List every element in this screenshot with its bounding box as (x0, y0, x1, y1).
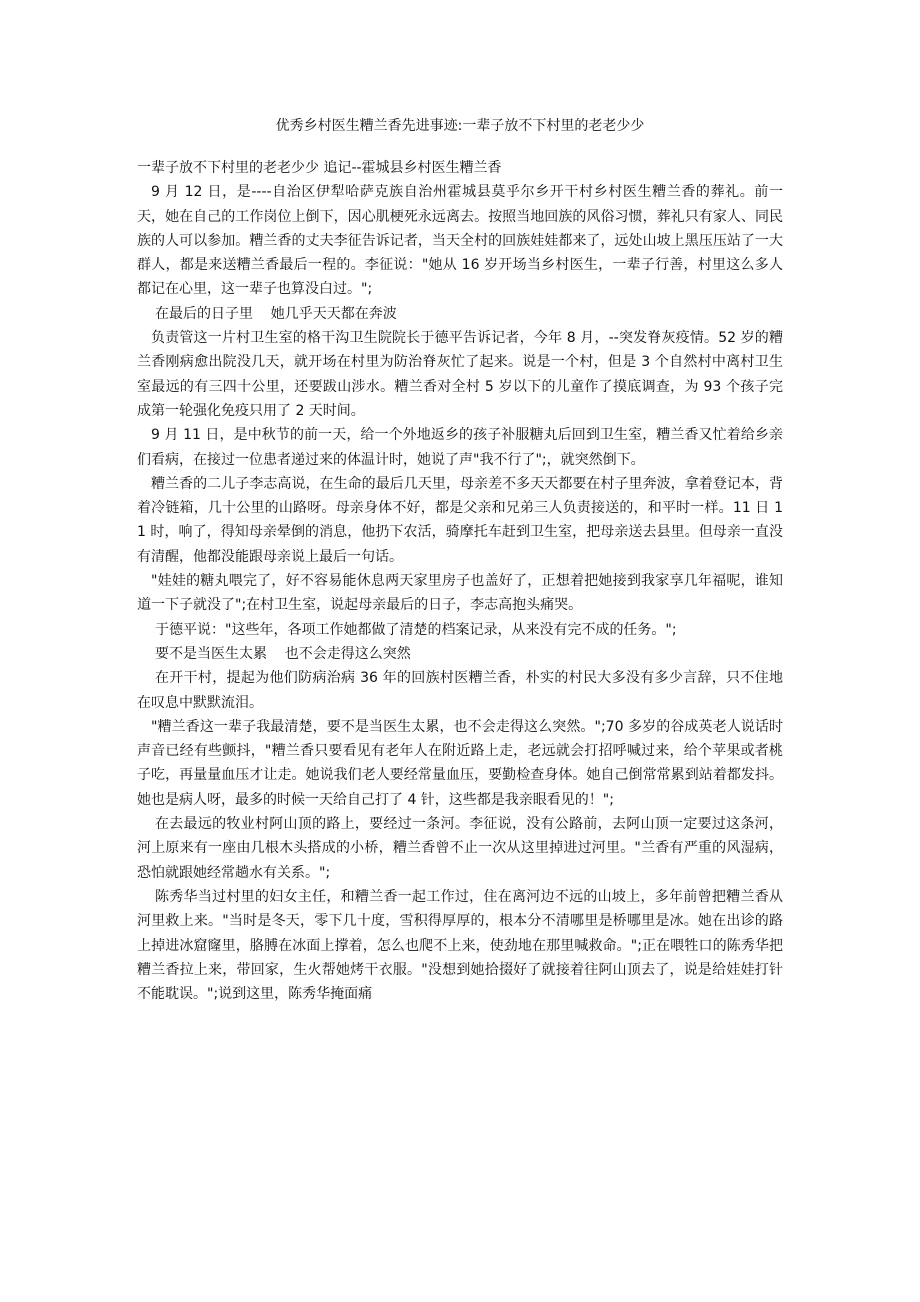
paragraph: 糟兰香的二儿子李志高说，在生命的最后几天里，母亲差不多天天都要在村子里奔波，拿着登记本，背着冷链箱，几十公里的山路呀。母亲身体不好，都是父亲和兄弟三人负责接送的，和平时一样。11 日 11 时，响了，得知母亲晕倒的消息，他扔下农活，骑摩托车赶到卫生室，把母亲送去县里。但母亲一直没有清醒，他都没能跟母亲说上最后一句话。 (137, 475, 783, 565)
paragraph: 陈秀华当过村里的妇女主任，和糟兰香一起工作过，住在离河边不远的山坡上，多年前曾把糟兰香从河里救上来。"当时是冬天，零下几十度，雪积得厚厚的，根本分不清哪里是桥哪里是冰。她在出诊的路上掉进冰窟窿里，胳膊在冰面上撑着，怎么也爬不上来，使劲地在那里喊救命。";正在喂牲口的陈秀华把糟兰香拉上来，带回家，生火帮她烤干衣服。"没想到她拾掇好了就接着往阿山顶去了，说是给娃娃打针不能耽误。";说到这里，陈秀华掩面痛 (137, 888, 783, 1003)
document-title: 优秀乡村医生糟兰香先进事迹:一辈子放不下村里的老老少少 (275, 118, 645, 134)
document-body (137, 156, 783, 1006)
paragraph: "糟兰香这一辈子我最清楚，要不是当医生太累，也不会走得这么突然。";70 多岁的谷成英老人说话时声音已经有些颤抖，"糟兰香只要看见有老年人在附近路上走，老远就会打招呼喊过来，给个苹果或者桃子吃，再量量血压才让走。她说我们老人要经常量血压，要勤检查身体。她自己倒常常累到站着都发抖。她也是病人呀，最多的时候一天给自己打了 4 针，这些都是我亲眼看见的！"; (137, 718, 783, 808)
paragraph: 负责管这一片村卫生室的格干沟卫生院院长于德平告诉记者，今年 8 月，--突发脊灰疫情。52 岁的糟兰香刚病愈出院没几天，就开场在村里为防治脊灰忙了起来。说是一个村，但是 3 个自然村中离村卫生室最远的有三四十公里，还要跋山涉水。糟兰香对全村 5 岁以下的儿童作了摸底调查，为 93 个孩子完成第一轮强化免疫只用了 2 天时间。 (137, 330, 783, 419)
paragraph: 一辈子放不下村里的老老少少 追记--霍城县乡村医生糟兰香 (137, 160, 502, 176)
section-heading: 在最后的日子里 她几乎天天都在奔波 (155, 305, 397, 322)
section-heading: 要不是当医生太累 也不会走得这么突然 (155, 645, 411, 662)
section-heading: 于德平说："这些年，各项工作她都做了清楚的档案记录，从来没有完不成的任务。"; (155, 621, 677, 638)
paragraph: 在去最远的牧业村阿山顶的路上，要经过一条河。李征说，没有公路前，去阿山顶一定要过这条河，河上原来有一座由几根木头搭成的小桥，糟兰香曾不止一次从这里掉进过河里。"兰香有严重的风湿病，恐怕就跟她经常趟水有关系。"; (137, 816, 783, 881)
paragraph: 在开干村，提起为他们防病治病 36 年的回族村医糟兰香，朴实的村民大多没有多少言辞，只不住地在叹息中默默流泪。 (137, 670, 783, 711)
paragraph: 9 月 12 日，是----自治区伊犁哈萨克族自治州霍城县莫乎尔乡开干村乡村医生糟兰香的葬礼。前一天，她在自己的工作岗位上倒下，因心肌梗死永远离去。按照当地回族的风俗习惯，葬礼只有家人、同民族的人可以参加。糟兰香的丈夫李征告诉记者，当天全村的回族娃娃都来了，远处山坡上黑压压站了一大群人，都是来送糟兰香最后一程的。李征说："她从 16 岁开场当乡村医生，一辈子行善，村里这么多人都记在心里，这一辈子也算没白过。"; (137, 184, 783, 298)
paragraph: 9 月 11 日，是中秋节的前一天，给一个外地返乡的孩子补服糖丸后回到卫生室，糟兰香又忙着给乡亲们看病，在接过一位患者递过来的体温计时，她说了声"我不行了";，就突然倒下。 (137, 427, 783, 468)
paragraph: "娃娃的糖丸喂完了，好不容易能休息两天家里房子也盖好了，正想着把她接到我家享几年福呢，谁知道一下子就没了";在村卫生室，说起母亲最后的日子，李志高抱头痛哭。 (137, 573, 783, 614)
